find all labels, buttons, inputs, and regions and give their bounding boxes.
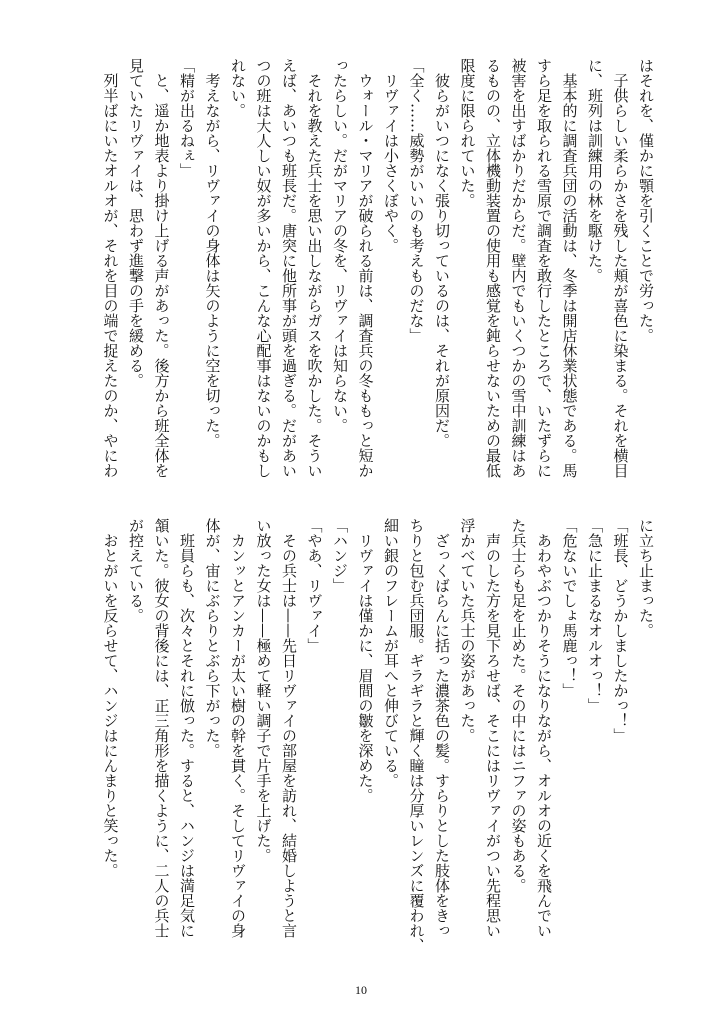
text-line: 「班長、どうかしましたかっ！」 [611, 518, 630, 743]
text-line: 「精が出るねぇ」 [178, 58, 196, 178]
text-line: 細い銀のフレームが耳へと伸びている。 [382, 518, 400, 788]
text-line: が控えている。 [127, 518, 145, 623]
text-line: カンッとアンカーが太い樹の幹を貫く。そしてリヴァイの身 [229, 518, 247, 938]
text-line: ったらしい。だがマリアの冬を、リヴァイは知らない。 [331, 58, 349, 433]
text-line: あわやぶつかりそうになりながら、オルオの近くを飛んでい [535, 518, 553, 938]
text-line: その兵士は——先日リヴァイの部屋を訪れ、結婚しようと言 [280, 518, 298, 938]
text-line: 限度に限られていた。 [458, 58, 477, 208]
text-line: 「危ないでしょ馬鹿っ！」 [560, 518, 579, 698]
text-line: 体が、宙にぶらりとぶら下がった。 [203, 518, 222, 758]
text-line: と、遥か地表より掛け上げる声があった。後方から班全体を [152, 58, 171, 478]
text-line: 被害を出すばかりだからだ。壁内でもいくつかの雪中訓練はあ [509, 58, 528, 478]
text-line: はそれを、僅かに顎を引くことで労った。 [637, 58, 655, 343]
text-line: 声のした方を見下ろせば、そこにはリヴァイがつい先程思い [484, 518, 502, 938]
text-line: 班員らも、次々とそれに倣った。すると、ハンジは満足気に [178, 518, 196, 938]
text-line: 見ていたリヴァイは、思わず進撃の手を緩める。 [127, 58, 145, 388]
text-line: に立ち止まった。 [637, 518, 655, 638]
text-line: た兵士らも足を止めた。その中にはニファの姿もある。 [509, 518, 528, 893]
text-block-bottom [97, 518, 658, 953]
text-line: つの班は大人しい奴が多いから、こんな心配事はないのかもし [254, 58, 273, 478]
text-block-top [97, 58, 658, 498]
text-line: 「全く……威勢がいいのも考えものだな」 [407, 58, 426, 343]
text-line: ちりと包む兵団服。ギラギラと輝く瞳は分厚いレンズに覆われ、 [407, 518, 426, 953]
text-line: れない。 [229, 58, 247, 118]
text-line: それを教えた兵士を思い出しながらガスを吹かした。そうい [305, 58, 324, 478]
text-line: 浮かべていた兵士の姿があった。 [458, 518, 477, 743]
page-number: 10 [355, 983, 367, 997]
text-line: 考えながら、リヴァイの身体は矢のように空を切った。 [203, 58, 222, 448]
text-line: リヴァイは小さくぼやく。 [382, 58, 400, 253]
text-line: えば、あいつも班長だ。唐突に他所事が頭を過ぎる。だがあい [280, 58, 298, 478]
text-line: ウォール・マリアが破られる前は、調査兵の冬ももっと短か [356, 58, 375, 478]
text-line: 彼らがいつになく張り切っているのは、それが原因だ。 [433, 58, 451, 448]
text-line: すら足を取られる雪原で調査を敢行したところで、いたずらに [535, 58, 553, 478]
text-line: 「やあ、リヴァイ」 [305, 518, 324, 653]
text-line: い放った女は——極めて軽い調子で片手を上げた。 [254, 518, 273, 863]
text-line: るものの、立体機動装置の使用も感覚を鈍らせないための最低 [484, 58, 502, 478]
text-line: 「急に止まるなオルオっ！」 [586, 518, 604, 713]
text-line: 「ハンジ」 [331, 518, 349, 593]
text-line: 列半ばにいたオルオが、それを目の端で捉えたのか、やにわ [101, 58, 120, 478]
text-line: 子供らしい柔らかさを残した頬が喜色に染まる。それを横目 [611, 58, 630, 478]
text-line: リヴァイは僅かに、眉間の皺を深めた。 [356, 518, 375, 803]
text-line: 頷いた。彼女の背後には、正三角形を描くように、二人の兵士 [152, 518, 171, 938]
text-line: 基本的に調査兵団の活動は、冬季は開店休業状態である。馬 [560, 58, 579, 478]
text-line: ざっくばらんに括った濃茶色の髪。すらりとした肢体をきっ [433, 518, 451, 938]
text-line: おとがいを反らせて、ハンジはにんまりと笑った。 [101, 518, 120, 878]
text-line: に、班列は訓練用の林を駆けた。 [586, 58, 604, 283]
